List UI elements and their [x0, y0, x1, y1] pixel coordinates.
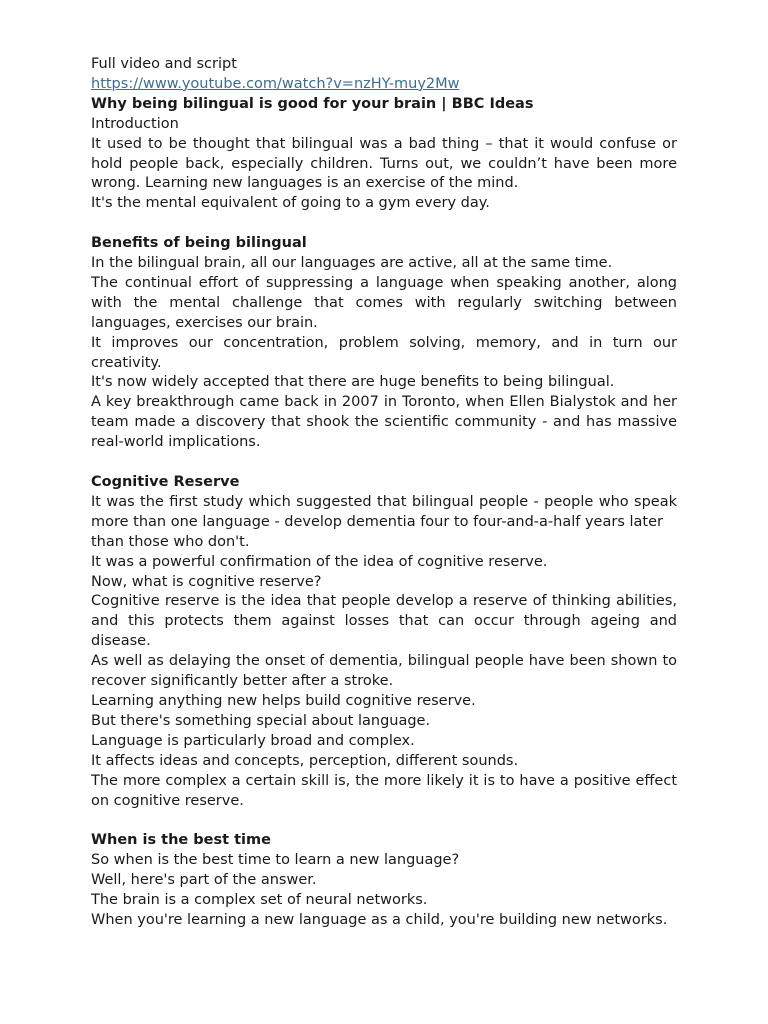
section-heading-best-time: When is the best time — [91, 832, 271, 849]
paragraph: The brain is a complex set of neural networks. — [91, 892, 428, 909]
paragraph: It used to be thought that bilingual was a bad thing – that it would confuse or hold people back, especially children. Turns out, we couldn’t have been more wrong. Learning new languages is an exercise of the mind. — [91, 135, 677, 192]
paragraph: It affects ideas and concepts, perception, different sounds. — [91, 752, 519, 769]
paragraph: So when is the best time to learn a new language? — [91, 852, 460, 869]
paragraph: Learning anything new helps build cognitive reserve. — [91, 692, 476, 709]
intro-line: Full video and script — [91, 56, 237, 72]
introduction-label: Introduction — [91, 115, 179, 132]
paragraph: It was a powerful confirmation of the idea of cognitive reserve. — [91, 553, 548, 570]
paragraph: As well as delaying the onset of dementia, bilingual people have been shown to recover significantly better after a stroke. — [91, 653, 677, 690]
paragraph: Well, here's part of the answer. — [91, 872, 317, 889]
spacer — [91, 214, 677, 234]
paragraph: A key breakthrough came back in 2007 in Toronto, when Ellen Bialystok and her team made a discovery that shook the scientific community - and has massive real-world implications. — [91, 394, 677, 451]
paragraph: Language is particularly broad and complex. — [91, 732, 415, 749]
paragraph: It was the first study which suggested that bilingual people - people who speak more than one language - develop dementia four to four-and-a-half years later — [91, 493, 677, 530]
paragraph: The continual effort of suppressing a language when speaking another, along with the mental challenge that comes with regularly switching between languages, exercises our brain. — [91, 274, 677, 331]
youtube-link[interactable]: https://www.youtube.com/watch?v=nzHY-muy2Mw — [91, 75, 460, 92]
paragraph: It's now widely accepted that there are huge benefits to being bilingual. — [91, 374, 615, 391]
paragraph: When you're learning a new language as a child, you're building new networks. — [91, 911, 668, 928]
spacer — [91, 811, 677, 831]
section-heading-cognitive-reserve: Cognitive Reserve — [91, 474, 240, 490]
paragraph: It improves our concentration, problem solving, memory, and in turn our creativity. — [91, 334, 677, 371]
document-title: Why being bilingual is good for your brain | BBC Ideas — [91, 95, 534, 112]
paragraph: Cognitive reserve is the idea that people develop a reserve of thinking abilities, and this protects them against losses that can occur through ageing and disease. — [91, 593, 677, 650]
paragraph: It's the mental equivalent of going to a gym every day. — [91, 195, 490, 212]
paragraph: The more complex a certain skill is, the more likely it is to have a positive effect on cognitive reserve. — [91, 772, 677, 809]
spacer — [91, 453, 677, 473]
paragraph: But there's something special about language. — [91, 712, 431, 729]
paragraph: In the bilingual brain, all our languages are active, all at the same time. — [91, 255, 613, 272]
document-page — [91, 55, 677, 931]
paragraph: Now, what is cognitive reserve? — [91, 573, 322, 590]
paragraph: than those who don't. — [91, 533, 250, 550]
section-heading-benefits: Benefits of being bilingual — [91, 235, 307, 252]
